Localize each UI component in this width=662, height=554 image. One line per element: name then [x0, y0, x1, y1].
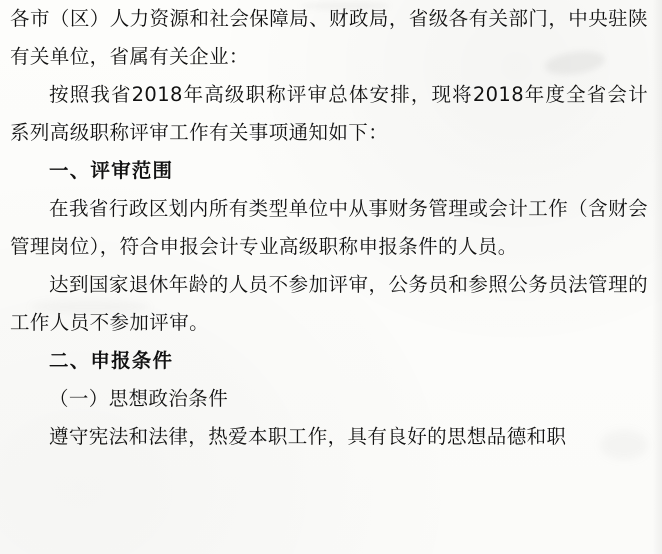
recipient-line: 各市（区）人力资源和社会保障局、财政局，省级各有关部门，中央驻陕有关单位，省属有关企业： — [10, 7, 648, 68]
document-body — [10, 0, 648, 456]
page-edge-shading — [652, 0, 662, 554]
scope-exclusion-paragraph: 达到国家退休年龄的人员不参加评审，公务员和参照公务员法管理的工作人员不参加评审。 — [10, 273, 648, 334]
section-heading-one: 一、评审范围 — [49, 159, 174, 182]
subsection-heading-one: （一）思想政治条件 — [49, 387, 229, 410]
opening-notice-paragraph: 按照我省2018年高级职称评审总体安排，现将2018年度全省会计系列高级职称评审工作有关事项通知如下： — [10, 83, 648, 144]
political-condition-paragraph: 遵守宪法和法律，热爱本职工作，具有良好的思想品德和职 — [49, 425, 567, 448]
section-heading-two: 二、申报条件 — [49, 349, 174, 372]
scope-paragraph: 在我省行政区划内所有类型单位中从事财务管理或会计工作（含财会管理岗位），符合申报会计专业高级职称申报条件的人员。 — [10, 197, 648, 258]
